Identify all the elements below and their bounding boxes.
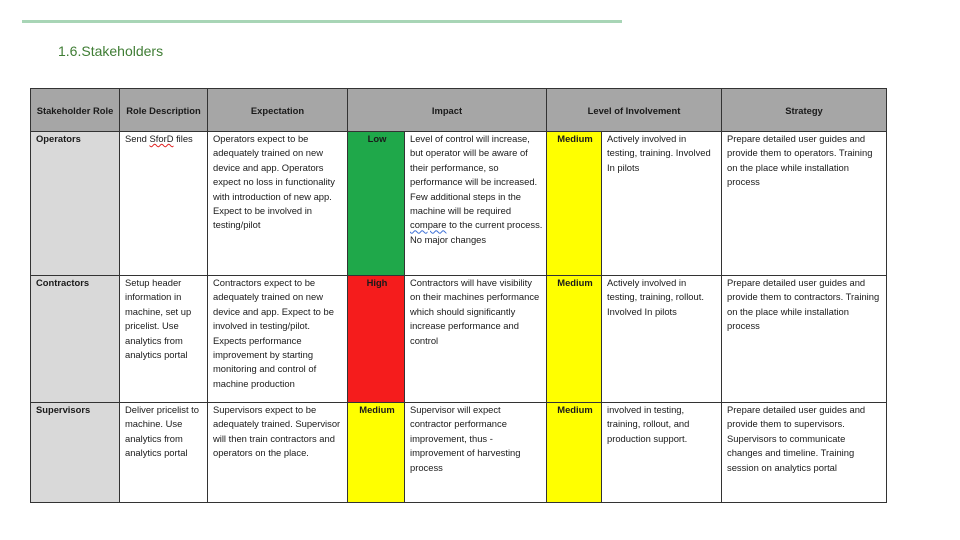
header-role-description: Role Description: [120, 89, 208, 132]
expectation-cell: Supervisors expect to be adequately trained. Supervisor will then train contractors and operators on the place.: [208, 403, 348, 503]
impact-level-cell: Low: [348, 132, 405, 276]
impact-level-cell: Medium: [348, 403, 405, 503]
header-strategy: Strategy: [722, 89, 887, 132]
expectation-cell: Operators expect to be adequately trained on new device and app. Operators expect no loss in functionality with introduction of new app. Expect to be involved in testing/pilot: [208, 132, 348, 276]
involvement-level-cell: Medium: [547, 403, 602, 503]
impact-cell: Supervisor will expect contractor performance improvement, thus - improvement of harvesting process: [405, 403, 547, 503]
involvement-level-cell: Medium: [547, 132, 602, 276]
table-row: [31, 403, 887, 503]
section-title: 1.6.Stakeholders: [58, 43, 164, 59]
description-text: files: [173, 133, 193, 144]
impact-cell: [405, 132, 547, 276]
stakeholder-role-cell: Operators: [31, 132, 120, 276]
table-row: [31, 276, 887, 403]
stakeholder-role-cell: Supervisors: [31, 403, 120, 503]
involvement-level-cell: Medium: [547, 276, 602, 403]
spellcheck-flagged-word: SforD: [149, 133, 174, 144]
strategy-cell: Prepare detailed user guides and provide them to supervisors. Supervisors to communicate changes and timeline. Training session on analytics portal: [722, 403, 887, 503]
involvement-cell: involved in testing, training, rollout, and production support.: [602, 403, 722, 503]
table-row: [31, 132, 887, 276]
grammar-flagged-word: compare: [410, 219, 447, 231]
impact-cell: Contractors will have visibility on their machines performance which should significantly increase performance and control: [405, 276, 547, 403]
strategy-cell: Prepare detailed user guides and provide them to contractors. Training on the place while installation process: [722, 276, 887, 403]
header-rule: [22, 20, 622, 23]
role-description-cell: Deliver pricelist to machine. Use analytics from analytics portal: [120, 403, 208, 503]
expectation-cell: Contractors expect to be adequately trained on new device and app. Expect to be involved in testing/pilot. Expects performance improvement by starting monitoring and control of machine production: [208, 276, 348, 403]
impact-text: to the current process. No major changes: [410, 219, 543, 245]
stakeholders-table: [30, 88, 887, 503]
involvement-cell: Actively involved in testing, training, rollout. Involved In pilots: [602, 276, 722, 403]
role-description-cell: [120, 132, 208, 276]
stakeholder-role-cell: Contractors: [31, 276, 120, 403]
header-level-of-involvement: Level of Involvement: [547, 89, 722, 132]
header-stakeholder-role: Stakeholder Role: [31, 89, 120, 132]
description-text: Send: [125, 133, 150, 144]
role-description-cell: Setup header information in machine, set up pricelist. Use analytics from analytics portal: [120, 276, 208, 403]
table-header-row: [31, 89, 887, 132]
header-impact: Impact: [348, 89, 547, 132]
impact-text: Level of control will increase, but operator will be aware of their performance, so performance will be increased. Few additional steps in the machine will be required: [410, 133, 538, 217]
header-expectation: Expectation: [208, 89, 348, 132]
strategy-cell: Prepare detailed user guides and provide them to operators. Training on the place while installation process: [722, 132, 887, 276]
involvement-cell: Actively involved in testing, training. Involved In pilots: [602, 132, 722, 276]
impact-level-cell: High: [348, 276, 405, 403]
